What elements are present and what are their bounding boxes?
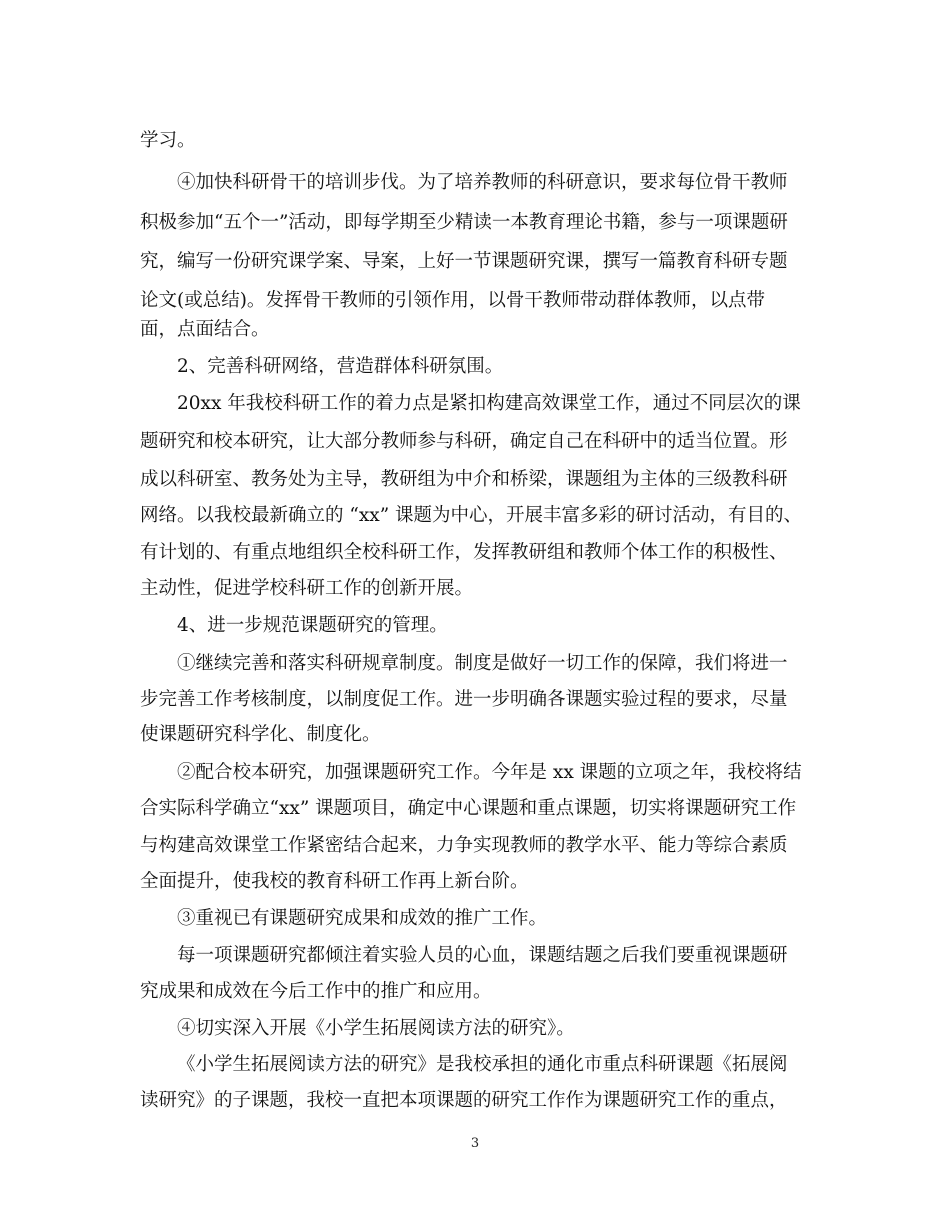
section-heading: 2、完善科研网络，营造群体科研氛围。 <box>177 356 504 377</box>
text-line: 主动性，促进学校科研工作的创新开展。 <box>140 578 474 599</box>
text-line: 面，点面结合。 <box>140 319 270 340</box>
text-line: 究成果和成效在今后工作中的推广和应用。 <box>140 981 492 1002</box>
text-line: 全面提升，使我校的教育科研工作再上新台阶。 <box>140 871 529 892</box>
text-line: 学习。 <box>140 130 196 151</box>
text-line: ④加快科研骨干的培训步伐。为了培养教师的科研意识，要求每位骨干教师 <box>177 172 788 193</box>
text-line: 成以科研室、教务处为主导，教研组为中介和桥梁，课题组为主体的三级教科研 <box>140 469 788 490</box>
text-line: 《小学生拓展阅读方法的研究》是我校承担的通化市重点科研课题《拓展阅 <box>177 1054 788 1075</box>
text-line: ③重视已有课题研究成果和成效的推广工作。 <box>177 908 548 929</box>
text-line: 与构建高效课堂工作紧密结合起来，力争实现教师的教学水平、能力等综合素质 <box>140 835 788 856</box>
text-line: 使课题研究科学化、制度化。 <box>140 724 381 745</box>
text-line: 究，编写一份研究课学案、导案，上好一节课题研究课，撰写一篇教育科研专题 <box>140 251 788 272</box>
text-line: 题研究和校本研究，让大部分教师参与科研，确定自己在科研中的适当位置。形 <box>140 431 788 452</box>
section-heading: 4、进一步规范课题研究的管理。 <box>177 615 448 636</box>
text-line: 读研究》的子课题，我校一直把本项课题的研究工作作为课题研究工作的重点， <box>140 1090 788 1111</box>
text-line: ④切实深入开展《小学生拓展阅读方法的研究》。 <box>177 1018 575 1039</box>
text-line: 网络。以我校最新确立的 “xx” 课题为中心，开展丰富多彩的研讨活动，有目的、 <box>140 505 803 526</box>
text-line: 步完善工作考核制度，以制度促工作。进一步明确各课题实验过程的要求，尽量 <box>140 689 788 710</box>
text-line: 论文(或总结)。发挥骨干教师的引领作用，以骨干教师带动群体教师，以点带 <box>140 290 765 311</box>
text-line: 积极参加“五个一”活动，即每学期至少精读一本教育理论书籍，参与一项课题研 <box>140 212 788 233</box>
text-line: 20xx 年我校科研工作的着力点是紧扣构建高效课堂工作，通过不同层次的课 <box>177 393 801 414</box>
text-line: 每一项课题研究都倾注着实验人员的心血，课题结题之后我们要重视课题研 <box>177 945 788 966</box>
text-line: ②配合校本研究，加强课题研究工作。今年是 xx 课题的立项之年，我校将结 <box>177 762 802 783</box>
text-line: 合实际科学确立“xx” 课题项目，确定中心课题和重点课题，切实将课题研究工作 <box>140 798 797 819</box>
text-line: ①继续完善和落实科研规章制度。制度是做好一切工作的保障，我们将进一 <box>177 653 788 674</box>
page-number: 3 <box>470 1136 480 1151</box>
text-line: 有计划的、有重点地组织全校科研工作，发挥教研组和教师个体工作的积极性、 <box>140 542 788 563</box>
